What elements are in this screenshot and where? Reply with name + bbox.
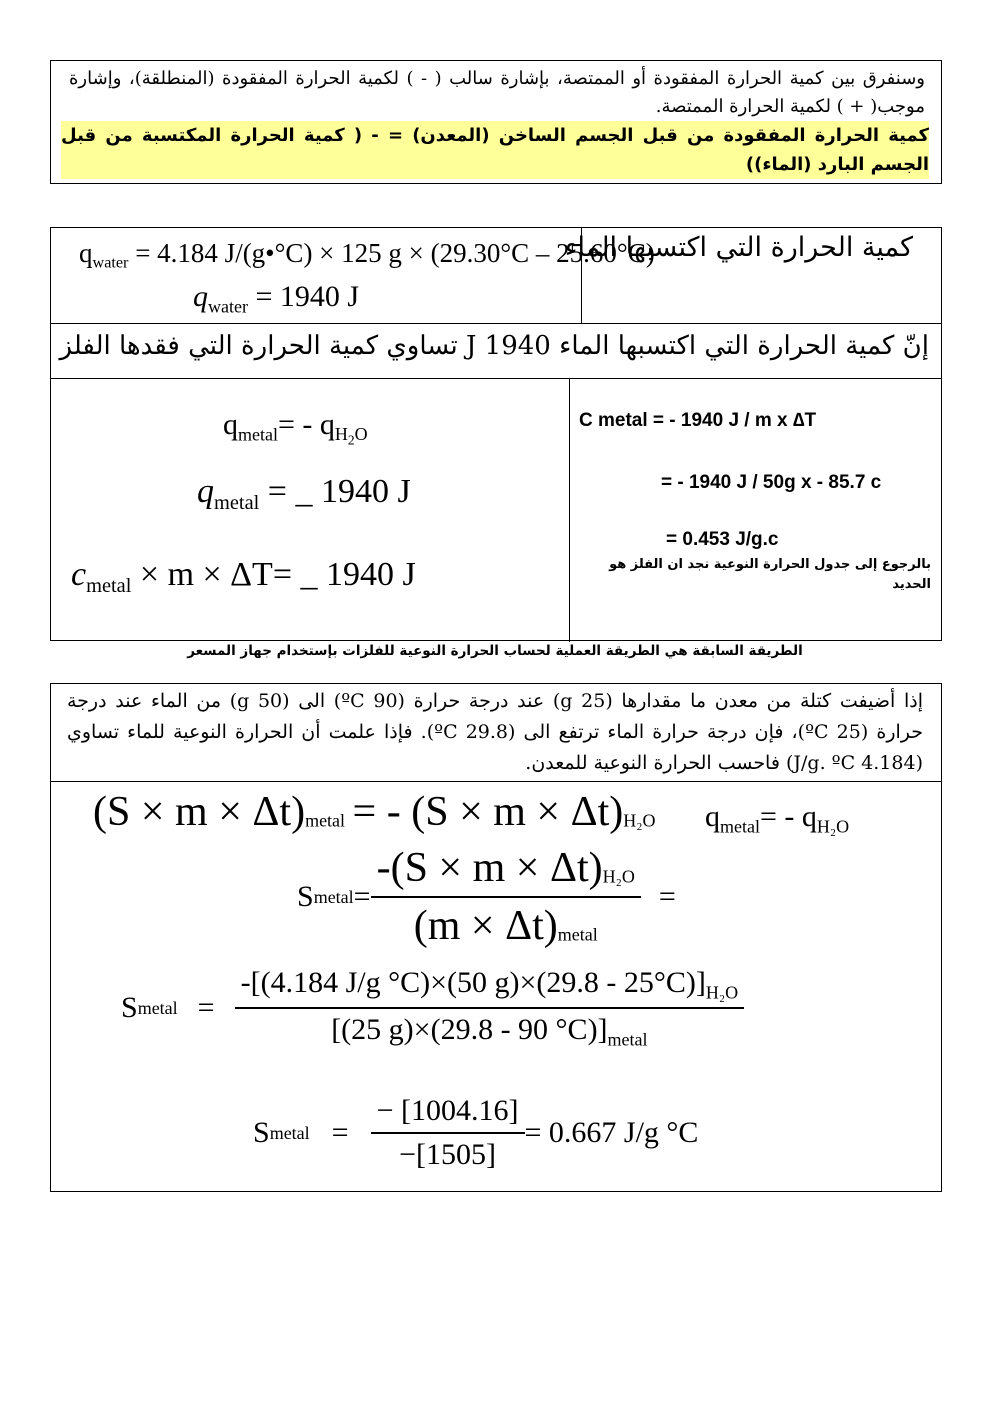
intro-box [50, 60, 942, 184]
solution-equation-3: S metal = $\frac{-[(4.184 J/g ^\circ C)\times(50 g)\times(29.8 - 25^\circ C)]_{H_2O}}{[(25 g)\times(29.8 - 90 ^\circ C)]_{metal}}$ [121, 966, 744, 1051]
l4-den: −[1505] [399, 1138, 496, 1171]
calorimeter-caption: الطريقة السابقة هي الطريقة العملية لحساب الحرارة النوعية للفلزات بإستخدام جهاز المسعر [187, 643, 803, 659]
water-heat-calc [79, 238, 655, 273]
calc-q-expression: = 4.184 J/(g•°C) × 125 g × (29.30°C – 25.60°C) [135, 238, 655, 268]
eq2-sub: metal [214, 492, 260, 515]
solution-equation-4: S metal = $\frac{- [1004.16]}{-[1505]}$ = 0.667 J/g °C [253, 1094, 699, 1171]
l1-right-q: q [705, 800, 720, 833]
l1-mid: = - (S × m × Δt) [352, 789, 624, 835]
l3-den-sub: metal [607, 1029, 648, 1050]
eq2-q: q [197, 473, 214, 510]
water-heat-heading: كمية الحرارة التي اكتسبها الماء [564, 232, 913, 263]
metal-identification-note: بالرجوع إلى جدول الحرارة النوعية نجد ان الفلز هو الحديد [609, 557, 931, 592]
l2-s-sub: metal [313, 886, 354, 907]
eq1-sub-metal: metal [238, 424, 278, 445]
result-value: = 1940 J [255, 280, 360, 313]
water-heat-box [50, 227, 942, 641]
calc-q-symbol: q [79, 238, 93, 268]
l3-s-sub: metal [137, 997, 178, 1018]
water-heat-result [193, 280, 359, 317]
l4-s-sub: metal [269, 1122, 310, 1143]
calc-q-sub: water [92, 253, 129, 272]
heat-rule-highlight: كمية الحرارة المفقودة من قبل الجسم الساخن (المعدن) = - ( كمية الحرارة المكتسبة من قبل الجسم البارد (الماء)) [61, 121, 929, 179]
l1-left-sub: metal [305, 810, 346, 831]
c-metal-line-1: C metal = - 1940 J / m x ∆T [579, 410, 817, 431]
result-q-sub: water [208, 296, 248, 317]
problem-statement: إذا أضيفت كتلة من معدن ما مقدارها (25 g) عند درجة حرارة (90 ºC) الى (50 g) من الماء عند درجة حرارة (25 ºC)، فإن درجة حرارة الماء ترتفع الى (29.8 ºC). فإذا علمت أن الحرارة النوعية للماء تساوي (4.184 J/g. ºC) فاحسب الحرارة النوعية للمعدن. [67, 690, 923, 774]
l3-num: -[(4.184 J/g °C)×(50 g)×(29.8 - 25°C)] [240, 966, 706, 999]
c-metal-line-2: = - 1940 J / 50g x - 85.7 c [661, 472, 882, 493]
heat-equality-statement: إنّ كمية الحرارة التي اكتسبها الماء 1940 J تساوي كمية الحرارة التي فقدها الفلز [59, 331, 929, 361]
eq3-c: c [71, 556, 87, 593]
eq3-sub: metal [86, 575, 132, 598]
l3-num-sub: H₂O [705, 982, 739, 1003]
l1-left: (S × m × Δt) [93, 789, 306, 835]
c-metal-line-3: = 0.453 J/g.c [666, 529, 779, 550]
l2-num: -(S × m × Δt) [376, 845, 603, 891]
eq1-sub-water: H2O [334, 424, 368, 449]
specific-heat-problem-box [50, 683, 942, 1192]
l1-right-sub: metal [720, 816, 760, 837]
eq3-rhs: × m × ΔT= _ 1940 J [139, 556, 416, 593]
equation-q-metal-relation [223, 408, 368, 449]
solution-equation-2: S metal = $\frac{-(S \times m \times \Delta t)_{H_2O}}{(m \times \Delta t)_{metal}}$ = [297, 845, 676, 949]
l3-s: S [121, 991, 138, 1025]
l4-fraction [371, 1094, 525, 1172]
l3-fraction [235, 966, 745, 1051]
solution-equation-1 [93, 788, 656, 836]
problem-divider [51, 781, 941, 782]
result-q-symbol: q [193, 280, 208, 313]
l2-den: (m × Δt) [413, 903, 558, 949]
l2-s: S [297, 880, 314, 913]
l2-den-sub: metal [557, 924, 598, 945]
equation-q-metal-value [197, 473, 411, 515]
solution-equation-1-right [705, 800, 849, 837]
sign-convention-text: وسنفرق بين كمية الحرارة المفقودة أو الممتصة، بإشارة سالب ( - ) لكمية الحرارة المفقودة (المنطلقة)، وإشارة موجب( + ) لكمية الحرارة الممتصة. [69, 68, 925, 117]
l4-result: = 0.667 J/g °C [524, 1116, 699, 1149]
l4-num: − [1004.16] [376, 1094, 519, 1127]
eq2-rhs: = _ 1940 J [267, 473, 411, 510]
l1-mid-sub: H₂O [623, 810, 656, 831]
divider-horizontal-1 [51, 323, 941, 324]
divider-horizontal-2 [51, 378, 941, 379]
l1-right-mid: = - q [759, 800, 817, 833]
l1-right-sub2: H₂O [816, 816, 850, 837]
l2-num-sub: H₂O [602, 866, 635, 887]
equation-c-metal [71, 556, 416, 598]
l2-fraction [371, 844, 641, 950]
divider-vertical-bottom [569, 378, 570, 642]
l3-den: [(25 g)×(29.8 - 90 °C)] [331, 1013, 608, 1047]
eq1-q: q [223, 408, 238, 441]
l4-s: S [253, 1116, 270, 1149]
eq1-mid: = - q [277, 408, 335, 441]
